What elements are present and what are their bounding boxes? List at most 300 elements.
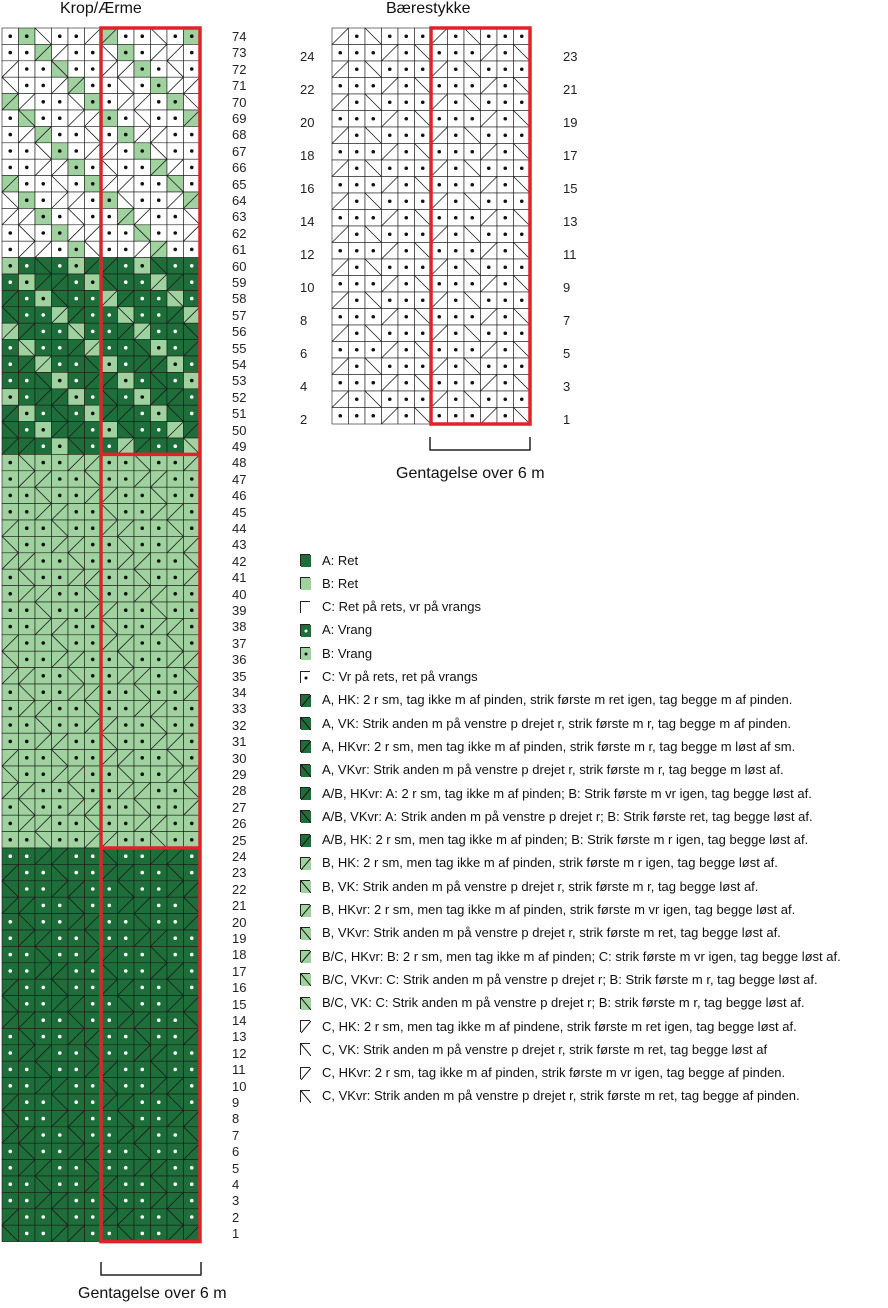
purl-dot — [91, 641, 95, 645]
row-number: 17 — [563, 147, 578, 163]
purl-dot — [41, 904, 45, 908]
purl-dot — [8, 133, 12, 137]
purl-dot — [25, 51, 29, 55]
purl-dot — [140, 608, 144, 612]
purl-dot — [157, 986, 161, 990]
purl-dot — [503, 183, 507, 187]
purl-dot — [124, 723, 128, 727]
row-number: 19 — [232, 931, 247, 946]
purl-dot — [124, 707, 128, 711]
purl-dot — [470, 381, 474, 385]
purl-dot — [338, 117, 342, 121]
purl-dot — [41, 100, 45, 104]
purl-dot — [157, 674, 161, 678]
row-number: 21 — [232, 898, 247, 914]
purl-dot — [140, 740, 144, 744]
purl-dot — [421, 331, 425, 335]
purl-dot — [173, 936, 177, 940]
purl-dot — [421, 100, 425, 104]
legend-item — [300, 760, 784, 780]
purl-dot — [25, 887, 29, 891]
purl-dot — [173, 133, 177, 137]
purl-dot — [41, 84, 45, 88]
row-number: 8 — [232, 1111, 240, 1127]
purl-dot — [190, 1051, 194, 1055]
purl-dot — [190, 510, 194, 514]
purl-dot — [140, 84, 144, 88]
purl-dot — [190, 723, 194, 727]
row-number: 24 — [232, 849, 247, 864]
purl-dot — [124, 1182, 128, 1186]
purl-dot — [41, 1232, 45, 1236]
purl-dot — [41, 772, 45, 776]
purl-dot — [190, 264, 194, 268]
row-number: 37 — [232, 635, 247, 651]
row-number: 19 — [563, 114, 578, 130]
purl-dot — [74, 67, 78, 71]
purl-dot — [140, 1002, 144, 1006]
purl-dot — [107, 1232, 111, 1236]
purl-dot — [58, 444, 62, 448]
purl-dot — [107, 772, 111, 776]
legend-swatch-icon — [300, 950, 310, 962]
purl-dot — [41, 674, 45, 678]
purl-dot — [107, 592, 111, 596]
purl-dot — [8, 395, 12, 399]
purl-dot — [470, 315, 474, 319]
purl-dot — [25, 772, 29, 776]
purl-dot — [74, 1166, 78, 1170]
purl-dot — [437, 249, 441, 253]
legend-swatch-icon — [300, 624, 310, 636]
purl-dot — [157, 789, 161, 793]
purl-dot — [157, 231, 161, 235]
purl-dot — [58, 690, 62, 694]
purl-dot — [124, 149, 128, 153]
purl-dot — [470, 249, 474, 253]
row-number: 13 — [232, 1029, 247, 1045]
purl-dot — [41, 658, 45, 662]
purl-dot — [190, 297, 194, 301]
purl-dot — [173, 953, 177, 957]
purl-dot — [58, 1035, 62, 1039]
purl-dot — [41, 559, 45, 563]
purl-dot — [173, 1051, 177, 1055]
row-number: 44 — [232, 521, 247, 536]
purl-dot — [41, 1035, 45, 1039]
purl-dot — [371, 117, 375, 121]
row-number: 7 — [232, 1127, 240, 1143]
purl-dot — [91, 297, 95, 301]
purl-dot — [371, 51, 375, 55]
row-number: 15 — [563, 180, 578, 196]
purl-dot — [8, 494, 12, 498]
legend-text: C, VKvr: Strik anden m på venstre p drejet r, strik første m ret, tag begge af pinden. — [322, 1088, 800, 1104]
purl-dot — [190, 969, 194, 973]
row-number: 1 — [232, 1226, 240, 1242]
purl-dot — [371, 84, 375, 88]
purl-dot — [355, 100, 359, 104]
legend-item — [300, 876, 758, 896]
purl-dot — [404, 249, 408, 253]
purl-dot — [8, 1199, 12, 1203]
purl-dot — [437, 216, 441, 220]
purl-dot — [8, 477, 12, 481]
purl-dot — [503, 315, 507, 319]
purl-dot — [437, 150, 441, 154]
purl-dot — [41, 297, 45, 301]
purl-dot — [190, 1166, 194, 1170]
purl-dot — [404, 282, 408, 286]
purl-dot — [404, 100, 408, 104]
legend-item — [300, 573, 358, 593]
purl-dot — [107, 346, 111, 350]
purl-dot — [173, 231, 177, 235]
purl-dot — [25, 641, 29, 645]
purl-dot — [25, 608, 29, 612]
purl-dot — [520, 133, 524, 137]
legend-text: B/C, VK: C: Strik anden m på venstre p drejet r; B: strik første m r, tag begge løst af. — [322, 995, 805, 1011]
purl-dot — [124, 51, 128, 55]
purl-dot — [124, 936, 128, 940]
purl-dot — [107, 887, 111, 891]
purl-dot — [91, 740, 95, 744]
purl-dot — [8, 822, 12, 826]
row-number: 35 — [232, 668, 247, 684]
purl-dot — [404, 67, 408, 71]
purl-dot — [503, 84, 507, 88]
purl-dot — [74, 412, 78, 416]
purl-dot — [404, 166, 408, 170]
purl-dot — [124, 116, 128, 120]
legend-swatch-icon — [300, 694, 310, 706]
purl-dot — [140, 1215, 144, 1219]
purl-dot — [91, 674, 95, 678]
purl-dot — [157, 330, 161, 334]
purl-dot — [520, 232, 524, 236]
purl-dot — [124, 34, 128, 38]
row-number: 2 — [232, 1209, 240, 1225]
row-number: 41 — [232, 570, 247, 586]
purl-dot — [190, 412, 194, 416]
purl-dot — [124, 166, 128, 170]
purl-dot — [173, 100, 177, 104]
purl-dot — [58, 674, 62, 678]
legend-text: B/C, VKvr: C: Strik anden m på venstre p drejet r; B: Strik første m r, tag begge løst af. — [322, 971, 818, 987]
purl-dot — [338, 216, 342, 220]
legend-item — [300, 736, 795, 756]
purl-dot — [157, 182, 161, 186]
purl-dot — [107, 1133, 111, 1137]
row-number: 49 — [232, 439, 247, 454]
legend-text: A, VK: Strik anden m på venstre p drejet r, strik første m r, tag begge m af pinden. — [322, 715, 791, 731]
purl-dot — [454, 34, 458, 38]
purl-dot — [503, 282, 507, 286]
purl-dot — [74, 1051, 78, 1055]
purl-dot — [124, 740, 128, 744]
purl-dot — [355, 232, 359, 236]
purl-dot — [355, 282, 359, 286]
purl-dot — [190, 1068, 194, 1072]
purl-dot — [355, 381, 359, 385]
purl-dot — [58, 723, 62, 727]
purl-dot — [91, 904, 95, 908]
purl-dot — [173, 1166, 177, 1170]
purl-dot — [454, 315, 458, 319]
purl-dot — [58, 379, 62, 383]
purl-dot — [157, 1232, 161, 1236]
purl-dot — [124, 362, 128, 366]
purl-dot — [173, 559, 177, 563]
row-number: 15 — [232, 996, 247, 1012]
purl-dot — [404, 315, 408, 319]
purl-dot — [124, 461, 128, 465]
purl-dot — [8, 608, 12, 612]
purl-dot — [503, 150, 507, 154]
purl-dot — [91, 887, 95, 891]
purl-dot — [25, 510, 29, 514]
purl-dot — [91, 1117, 95, 1121]
purl-dot — [8, 166, 12, 170]
row-number: 62 — [232, 225, 247, 241]
yoke-chart-title: Bærestykke — [386, 0, 471, 17]
purl-dot — [25, 34, 29, 38]
purl-dot — [421, 199, 425, 203]
purl-dot — [107, 1117, 111, 1121]
purl-dot — [454, 397, 458, 401]
row-number: 8 — [300, 312, 308, 328]
purl-dot — [503, 397, 507, 401]
purl-dot — [190, 838, 194, 842]
purl-dot — [25, 838, 29, 842]
purl-dot — [338, 183, 342, 187]
purl-dot — [190, 953, 194, 957]
purl-dot — [437, 282, 441, 286]
purl-dot — [355, 67, 359, 71]
purl-dot — [74, 641, 78, 645]
purl-dot — [107, 658, 111, 662]
purl-dot — [41, 543, 45, 547]
purl-dot — [107, 198, 111, 202]
purl-dot — [107, 313, 111, 317]
legend-item — [300, 1016, 797, 1036]
purl-dot — [355, 331, 359, 335]
purl-dot — [404, 117, 408, 121]
purl-dot — [173, 1133, 177, 1137]
purl-dot — [124, 395, 128, 399]
purl-dot — [25, 1182, 29, 1186]
purl-dot — [124, 1068, 128, 1072]
purl-dot — [338, 381, 342, 385]
purl-dot — [421, 298, 425, 302]
legend-item — [300, 643, 372, 663]
purl-dot — [41, 690, 45, 694]
row-number: 9 — [232, 1095, 240, 1110]
purl-dot — [404, 84, 408, 88]
purl-dot — [41, 756, 45, 760]
purl-dot — [437, 183, 441, 187]
purl-dot — [74, 133, 78, 137]
legend-item — [300, 550, 358, 570]
purl-dot — [454, 67, 458, 71]
purl-dot — [58, 34, 62, 38]
legend-text: B, HK: 2 r sm, men tag ikke m af pinden, strik første m r igen, tag begge løst af. — [322, 855, 778, 871]
purl-dot — [173, 1035, 177, 1039]
row-number: 5 — [563, 345, 571, 361]
row-number: 40 — [232, 586, 247, 602]
purl-dot — [454, 298, 458, 302]
row-number: 20 — [232, 914, 247, 930]
purl-dot — [140, 1068, 144, 1072]
legend-text: C: Vr på rets, ret på vrangs — [322, 669, 478, 684]
purl-dot — [520, 166, 524, 170]
purl-dot — [503, 216, 507, 220]
purl-dot — [157, 1100, 161, 1104]
purl-dot — [388, 232, 392, 236]
purl-dot — [503, 265, 507, 269]
purl-dot — [41, 1150, 45, 1154]
purl-dot — [140, 149, 144, 153]
purl-dot — [91, 1215, 95, 1219]
row-number: 18 — [300, 147, 315, 163]
purl-dot — [58, 904, 62, 908]
purl-dot — [157, 215, 161, 219]
purl-dot — [58, 362, 62, 366]
purl-dot — [404, 150, 408, 154]
purl-dot — [140, 1100, 144, 1104]
purl-dot — [107, 690, 111, 694]
purl-dot — [124, 690, 128, 694]
purl-dot — [190, 707, 194, 711]
purl-dot — [41, 215, 45, 219]
purl-dot — [157, 198, 161, 202]
row-number: 56 — [232, 324, 247, 340]
purl-dot — [355, 84, 359, 88]
purl-dot — [107, 1150, 111, 1154]
purl-dot — [74, 822, 78, 826]
purl-dot — [487, 100, 491, 104]
purl-dot — [503, 381, 507, 385]
purl-dot — [157, 1018, 161, 1022]
purl-dot — [74, 986, 78, 990]
purl-dot — [470, 150, 474, 154]
purl-dot — [503, 249, 507, 253]
row-number: 46 — [232, 488, 247, 504]
purl-dot — [107, 904, 111, 908]
purl-dot — [107, 805, 111, 809]
purl-dot — [371, 414, 375, 418]
legend-swatch-icon — [300, 764, 310, 776]
purl-dot — [140, 297, 144, 301]
purl-dot — [107, 789, 111, 793]
purl-dot — [41, 461, 45, 465]
legend-item — [300, 713, 791, 733]
purl-dot — [454, 117, 458, 121]
purl-dot — [8, 149, 12, 153]
purl-dot — [58, 149, 62, 153]
purl-dot — [355, 117, 359, 121]
purl-dot — [41, 1100, 45, 1104]
purl-dot — [25, 1199, 29, 1203]
purl-dot — [173, 1150, 177, 1154]
purl-dot — [8, 116, 12, 120]
purl-dot — [190, 871, 194, 875]
purl-dot — [41, 444, 45, 448]
row-number: 12 — [300, 246, 315, 262]
purl-dot — [58, 100, 62, 104]
purl-dot — [157, 576, 161, 580]
purl-dot — [91, 658, 95, 662]
purl-dot — [58, 920, 62, 924]
purl-dot — [58, 477, 62, 481]
purl-dot — [190, 625, 194, 629]
purl-dot — [355, 315, 359, 319]
purl-dot — [41, 346, 45, 350]
purl-dot — [355, 348, 359, 352]
purl-dot — [157, 1002, 161, 1006]
purl-dot — [74, 264, 78, 268]
row-number: 33 — [232, 701, 247, 717]
purl-dot — [124, 1084, 128, 1088]
purl-dot — [503, 414, 507, 418]
purl-dot — [58, 576, 62, 580]
purl-dot — [157, 887, 161, 891]
purl-dot — [520, 298, 524, 302]
purl-dot — [8, 346, 12, 350]
purl-dot — [91, 182, 95, 186]
purl-dot — [8, 379, 12, 383]
purl-dot — [25, 953, 29, 957]
purl-dot — [124, 1150, 128, 1154]
purl-dot — [41, 887, 45, 891]
legend-swatch-icon — [300, 647, 310, 659]
purl-dot — [91, 1100, 95, 1104]
purl-dot — [487, 364, 491, 368]
purl-dot — [503, 133, 507, 137]
purl-dot — [74, 1215, 78, 1219]
purl-dot — [503, 331, 507, 335]
purl-dot — [74, 362, 78, 366]
purl-dot — [338, 348, 342, 352]
purl-dot — [157, 543, 161, 547]
purl-dot — [8, 362, 12, 366]
purl-dot — [91, 330, 95, 334]
purl-dot — [124, 346, 128, 350]
purl-dot — [190, 149, 194, 153]
purl-dot — [454, 183, 458, 187]
purl-dot — [470, 414, 474, 418]
purl-dot — [454, 166, 458, 170]
purl-dot — [91, 444, 95, 448]
purl-dot — [371, 282, 375, 286]
purl-dot — [140, 166, 144, 170]
purl-dot — [338, 414, 342, 418]
purl-dot — [8, 1051, 12, 1055]
purl-dot — [454, 381, 458, 385]
row-number: 51 — [232, 406, 247, 422]
purl-dot — [91, 215, 95, 219]
yoke-chart-grid — [330, 26, 555, 426]
purl-dot — [190, 1084, 194, 1088]
purl-dot — [437, 84, 441, 88]
purl-dot — [190, 1182, 194, 1186]
purl-dot — [140, 1199, 144, 1203]
purl-dot — [25, 412, 29, 416]
purl-dot — [25, 854, 29, 858]
purl-dot — [124, 133, 128, 137]
purl-dot — [404, 364, 408, 368]
purl-dot — [25, 379, 29, 383]
